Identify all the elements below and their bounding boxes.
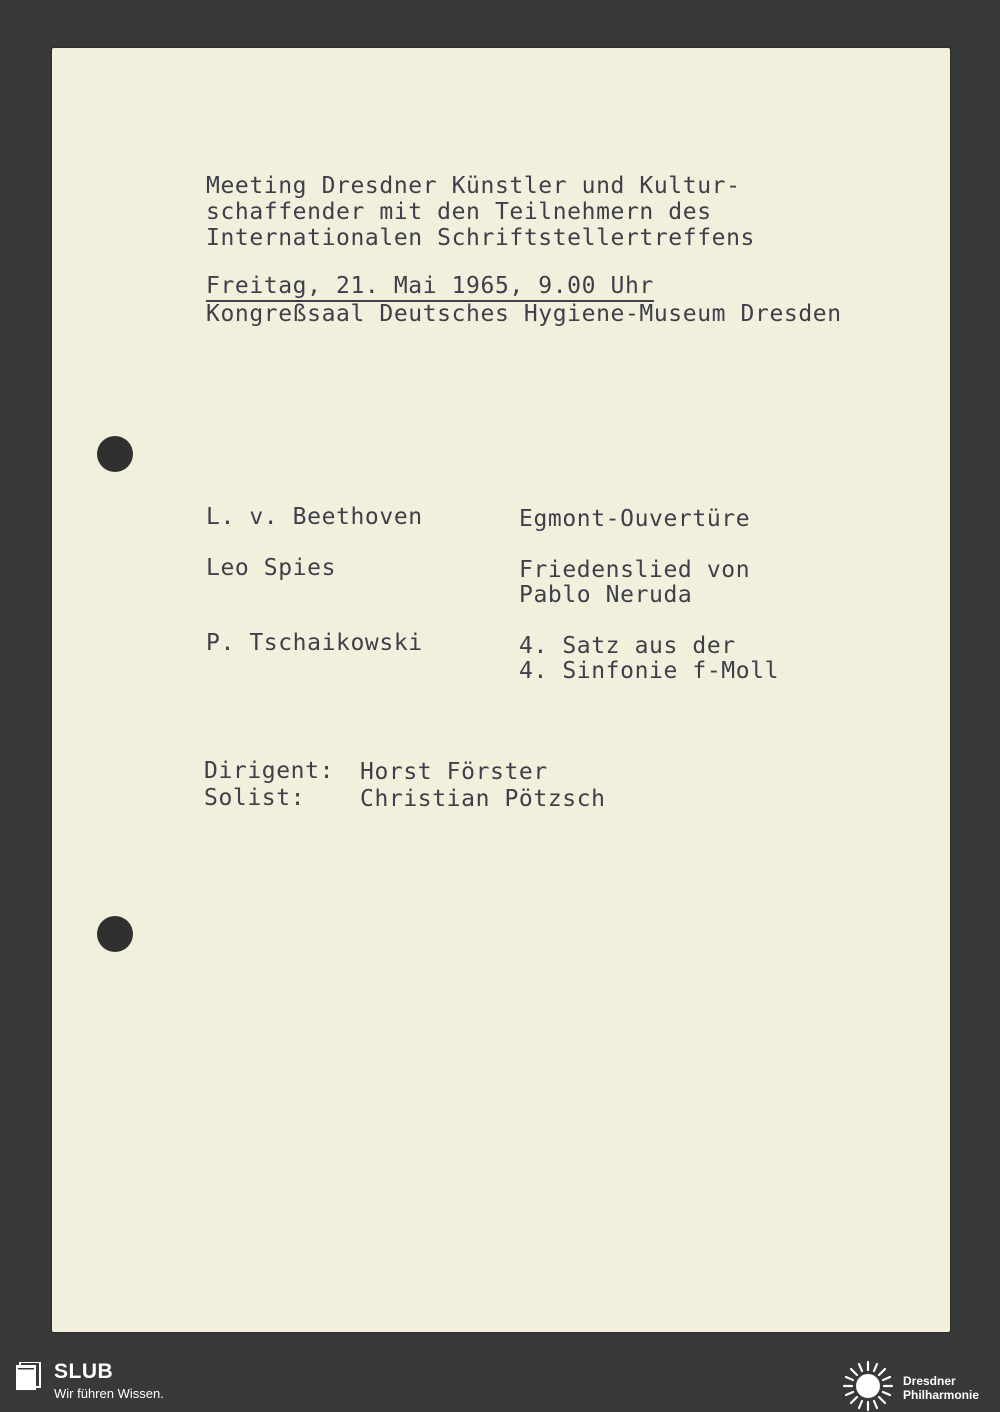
performer-label-soloist: Solist: — [204, 785, 306, 811]
slub-book-icon — [14, 1362, 42, 1392]
work-1-line-1: Egmont-Ouvertüre — [519, 506, 751, 532]
heading-line-2: schaffender mit den Teilnehmern des — [206, 199, 712, 225]
heading-line-1: Meeting Dresdner Künstler und Kultur- — [206, 173, 741, 199]
performer-name-conductor: Horst Förster — [360, 759, 548, 785]
work-2-line-2: Pablo Neruda — [519, 582, 693, 608]
composer-2: Leo Spies — [206, 555, 337, 581]
punch-hole-bottom — [97, 916, 133, 952]
event-venue: Kongreßsaal Deutsches Hygiene-Museum Dresden — [206, 301, 842, 327]
performer-label-conductor: Dirigent: — [204, 758, 335, 784]
slub-tagline: Wir führen Wissen. — [54, 1386, 164, 1401]
sunburst-icon — [842, 1360, 894, 1412]
partner-name-line-1: Dresdner — [903, 1374, 956, 1388]
footer-bar — [0, 1344, 1000, 1409]
heading-line-3: Internationalen Schriftstellertreffens — [206, 225, 755, 251]
partner-name-line-2: Philharmonie — [903, 1388, 980, 1402]
partner-name — [903, 1374, 979, 1402]
composer-1: L. v. Beethoven — [206, 504, 423, 530]
work-3-line-1: 4. Satz aus der — [519, 633, 736, 659]
work-3-line-2: 4. Sinfonie f-Moll — [519, 658, 780, 684]
work-2-line-1: Friedenslied von — [519, 557, 751, 583]
event-date: Freitag, 21. Mai 1965, 9.00 Uhr — [206, 273, 654, 302]
punch-hole-top — [97, 436, 133, 472]
composer-3: P. Tschaikowski — [206, 630, 423, 656]
slub-name: SLUB — [54, 1360, 114, 1383]
performer-name-soloist: Christian Pötzsch — [360, 786, 606, 812]
